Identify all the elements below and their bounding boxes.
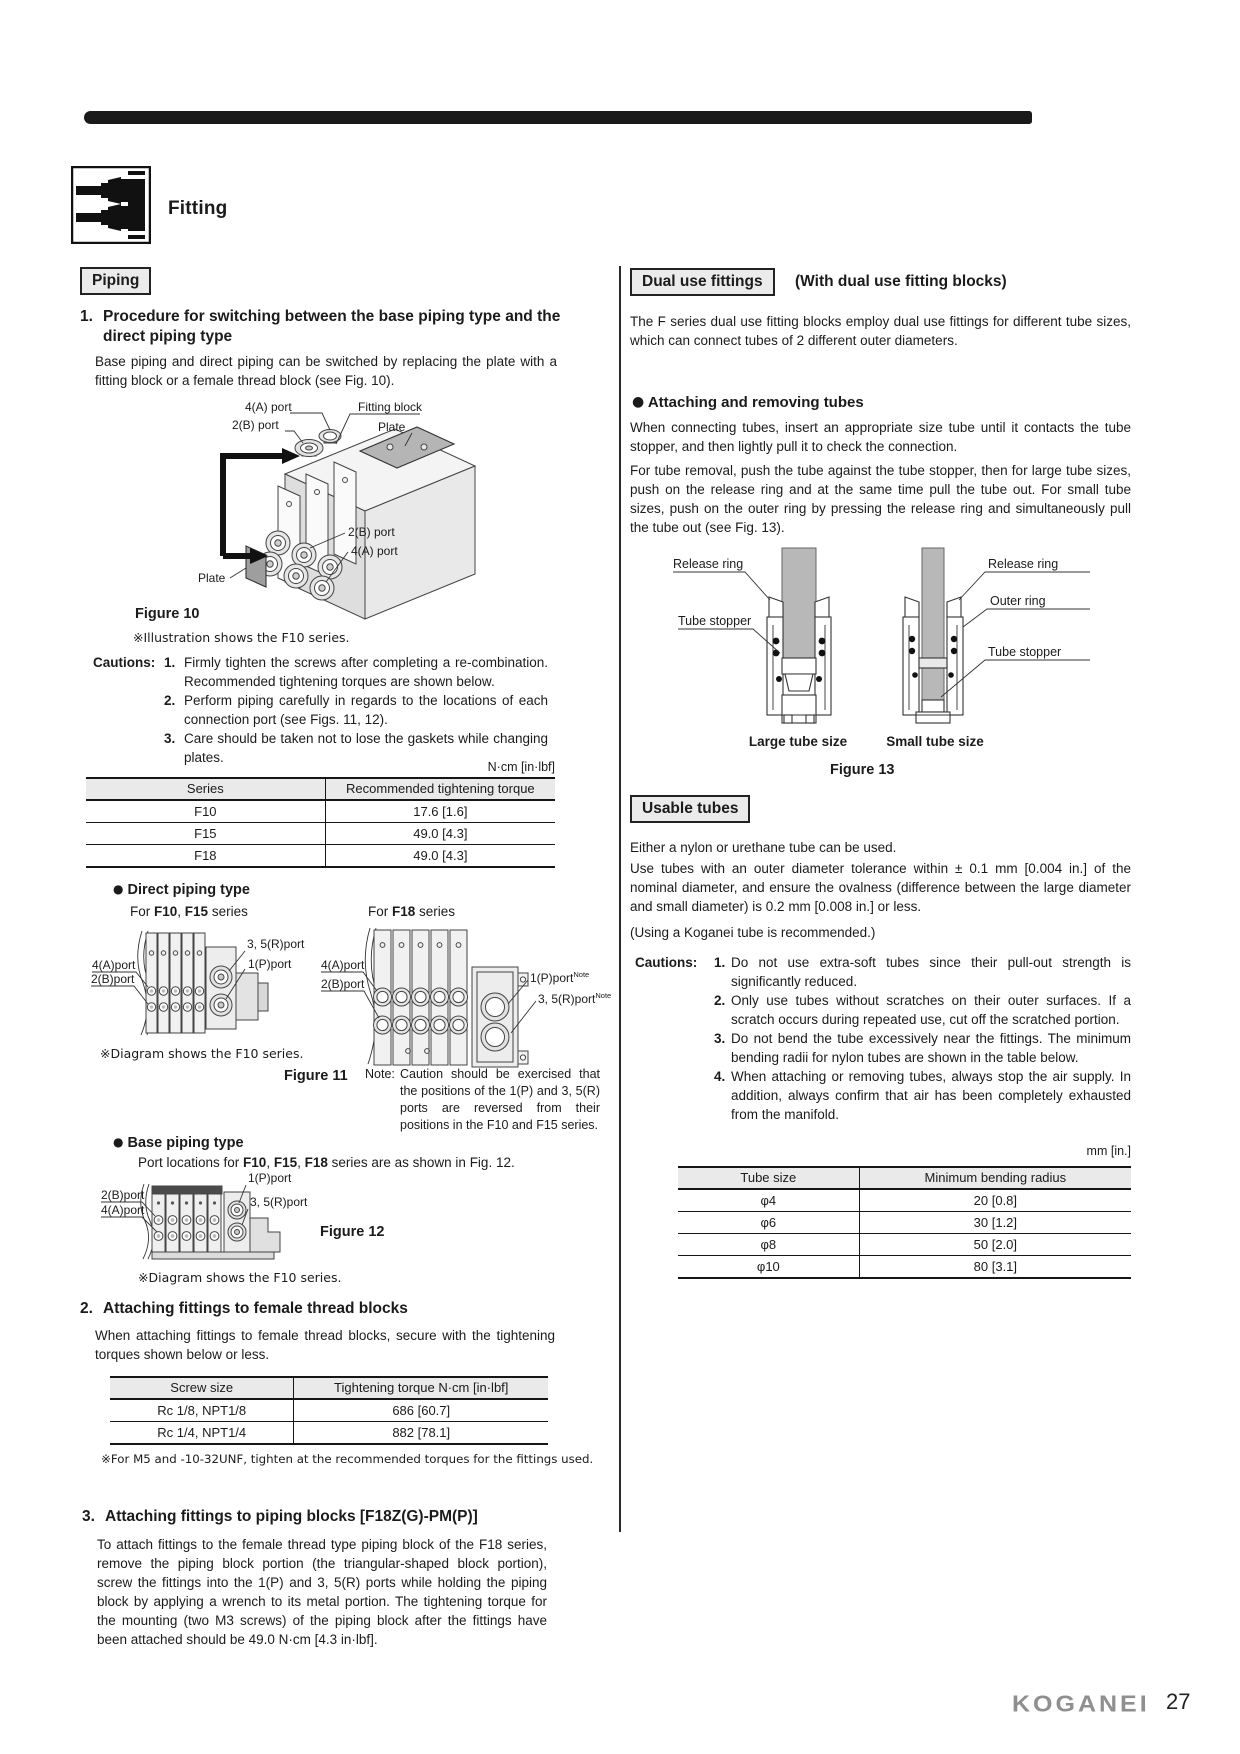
- fig11-right-a-port: 4(A)port: [321, 958, 365, 972]
- cautions-tubes: [635, 953, 1131, 1124]
- svg-text:3, 5(R)portNote: [538, 991, 611, 1006]
- figure-12-diagram-note: ※Diagram shows the F10 series.: [138, 1270, 342, 1285]
- direct-piping-heading: ● Direct piping type: [113, 882, 250, 898]
- attaching-p2: For tube removal, push the tube against the tube stopper, then for large tube sizes, push on the release ring and at the same time pull the tube out. For small tube sizes, push on the outer ring by pressing the release ring and simultaneously pull the tube out (see Fig. 13).: [630, 463, 1131, 535]
- fitting-icon: [71, 166, 151, 244]
- page-number: 27: [1166, 1689, 1191, 1714]
- for-f18-series: For F18 series: [368, 904, 456, 919]
- bullet-icon: ●: [113, 882, 124, 896]
- figure-13: [635, 545, 1131, 755]
- bullet-icon: ●: [113, 1135, 124, 1149]
- section-1-body: Base piping and direct piping can be switched by replacing the plate with a fitting block or a female thread block (see Fig. 10).: [95, 354, 557, 388]
- bullet-icon: ●: [632, 394, 645, 410]
- table-row: φ10 80 [3.1]: [678, 1256, 1131, 1279]
- fig13-caption-small: Small tube size: [886, 734, 984, 749]
- fig11-right-b-port: 2(B)port: [321, 977, 365, 991]
- caution-item: 3. Do not bend the tube excessively near the fittings. The minimum bending radii for nylon tubes are shown in the table below.: [714, 1031, 1131, 1065]
- section-2-number: 2.: [80, 1300, 93, 1317]
- column-divider: [619, 266, 621, 1532]
- fig13-caption-large: Large tube size: [748, 734, 848, 749]
- section-1-heading: [80, 307, 579, 347]
- screw-col-size: Screw size: [110, 1377, 294, 1399]
- usable-p1: Either a nylon or urethane tube can be used.: [630, 840, 897, 855]
- top-rule: [84, 111, 1032, 124]
- figure-12-caption: Figure 12: [320, 1224, 385, 1240]
- fig10-label-2b-bottom: 2(B) port: [348, 525, 395, 539]
- fig13-left-release-ring-label: Release ring: [673, 557, 744, 571]
- bend-col-radius: Minimum bending radius: [859, 1167, 1131, 1189]
- fig10-label-4a-top: 4(A) port: [245, 400, 292, 414]
- fig13-left-tube-stopper-label: Tube stopper: [678, 614, 752, 628]
- caution-item: 1. Firmly tighten the screws after completing a re-combination. Recommended tightening torques are shown below.: [164, 655, 548, 689]
- figure-11-note: Note: Caution should be exercised that the positions of the 1(P) and 3, 5(R) ports are reversed from their positions in the F10 and F15 series.: [365, 1067, 600, 1132]
- table-row: φ8 50 [2.0]: [678, 1234, 1131, 1256]
- screw-table-note: ※For M5 and -10-32UNF, tighten at the recommended torques for the fittings used.: [101, 1452, 594, 1466]
- torque-col-torque: Recommended tightening torque: [325, 778, 555, 800]
- torque-col-series: Series: [86, 778, 325, 800]
- caution-item: 2. Only use tubes without scratches on their outer surfaces. If a scratch occurs during repeated use, cut off the scratched portion.: [714, 993, 1131, 1027]
- fig12-label-b-port: 2(B)port: [101, 1188, 145, 1202]
- fig10-label-plate-top: Plate: [378, 420, 406, 434]
- fig13-right-outer-ring-label: Outer ring: [990, 594, 1046, 608]
- bend-table: [678, 1166, 1131, 1279]
- table-row: φ4 20 [0.8]: [678, 1189, 1131, 1212]
- usable-p3: (Using a Koganei tube is recommended.): [630, 925, 876, 940]
- page-title: Fitting: [168, 198, 228, 219]
- figure-13-caption: Figure 13: [830, 762, 895, 778]
- fig10-label-fitting-block: Fitting block: [358, 400, 423, 414]
- dual-use-body: The F series dual use fitting blocks employ dual use fittings for different tube sizes, which can connect tubes of 2 different outer diameters.: [630, 314, 1131, 348]
- base-piping-line: Port locations for F10, F15, F18 series are as shown in Fig. 12.: [138, 1155, 515, 1170]
- table-row: Rc 1/4, NPT1/4 882 [78.1]: [110, 1422, 548, 1445]
- section-2-title: Attaching fittings to female thread blocks: [103, 1300, 408, 1317]
- table-row: F10 17.6 [1.6]: [86, 800, 555, 823]
- fig12-label-a-port: 4(A)port: [101, 1203, 145, 1217]
- table-row: F18 49.0 [4.3]: [86, 845, 555, 868]
- section-3-number: 3.: [82, 1508, 95, 1525]
- figure-10-caption: Figure 10: [135, 606, 200, 622]
- table-row: Rc 1/8, NPT1/8 686 [60.7]: [110, 1399, 548, 1422]
- piping-section-label: Piping: [80, 267, 151, 295]
- fig11-right-p-port: 1(P)port: [530, 971, 574, 985]
- fig11-left-p-port: 1(P)port: [248, 957, 292, 971]
- cautions-label: Cautions:: [93, 655, 156, 670]
- section-3-body: To attach fittings to the female thread type piping block of the F18 series, remove the piping block portion (the triangular-shaped block portion), screw the fittings into the 1(P) and 3, 5(R) ports while holding the piping block by applying a wrench to its metal portion. The tightening torque for the mounting (two M3 screws) of the piping block after the fittings have been attached should be 49.0 N·cm [4.3 in·lbf].: [97, 1537, 547, 1647]
- figure-12: [78, 1172, 398, 1267]
- fig10-label-plate-bottom: Plate: [198, 571, 226, 585]
- figure-11-caption: Figure 11: [284, 1068, 348, 1084]
- fig10-label-2b-top: 2(B) port: [232, 418, 279, 432]
- usable-tubes-label: Usable tubes: [630, 795, 750, 823]
- dual-use-fittings-subtitle: (With dual use fitting blocks): [795, 273, 1007, 290]
- fig11-left-r-port: 3, 5(R)port: [247, 937, 305, 951]
- bend-col-size: Tube size: [678, 1167, 859, 1189]
- bend-table-unit: mm [in.]: [1086, 1144, 1131, 1158]
- torque-table-unit: N·cm [in·lbf]: [487, 760, 555, 774]
- section-1-number: 1.: [80, 308, 93, 325]
- caution-item: 4. When attaching or removing tubes, always stop the air supply. In addition, always confirm that air has been completely exhausted from the manifold.: [714, 1069, 1131, 1122]
- dual-use-fittings-label: Dual use fittings: [630, 268, 775, 296]
- section-2-body: When attaching fittings to female thread blocks, secure with the tightening torques shown below or less.: [95, 1328, 555, 1362]
- section-2-heading: [80, 1299, 579, 1319]
- caution-item: 1. Do not use extra-soft tubes since their pull-out strength is significantly reduced.: [714, 955, 1131, 989]
- fig10-label-4a-bottom: 4(A) port: [351, 544, 398, 558]
- section-3-heading: [82, 1507, 583, 1527]
- fig13-right-release-ring-label: Release ring: [988, 557, 1059, 571]
- section-3-title: Attaching fittings to piping blocks [F18Z(G)-PM(P)]: [105, 1508, 478, 1525]
- fig12-label-p-port: 1(P)port: [248, 1171, 292, 1185]
- koganei-logo: KOGANEI: [1012, 1691, 1150, 1717]
- screw-table: [110, 1376, 548, 1445]
- table-row: F15 49.0 [4.3]: [86, 823, 555, 845]
- fig11-left-a-port: 4(A)port: [92, 958, 136, 972]
- cautions-label: Cautions:: [635, 955, 698, 970]
- figure-10: [190, 396, 530, 636]
- fig11-left-b-port: 2(B)port: [91, 972, 135, 986]
- figure-10-note: ※Illustration shows the F10 series.: [133, 630, 350, 645]
- cautions-piping: [93, 653, 548, 767]
- for-f10-f15-series: For F10, F15 series: [130, 904, 248, 919]
- attaching-p1: When connecting tubes, insert an appropriate size tube until it contacts the tube stopper, and then lightly pull it to check the connection.: [630, 420, 1131, 454]
- fig11-right-p-note-sup: Note: [573, 970, 590, 979]
- attaching-removing-heading: ● Attaching and removing tubes: [632, 394, 864, 411]
- fig11-right-r-note-sup: Note: [595, 991, 612, 1000]
- figure-11-diagram-note: ※Diagram shows the F10 series.: [100, 1046, 304, 1061]
- base-piping-heading: ● Base piping type: [113, 1135, 244, 1151]
- caution-item: 3. Care should be taken not to lose the gaskets while changing plates.: [164, 731, 548, 765]
- fig11-right-r-port: 3, 5(R)port: [538, 992, 596, 1006]
- caution-item: 2. Perform piping carefully in regards to the locations of each connection port (see Figs. 11, 12).: [164, 693, 548, 727]
- usable-p2: Use tubes with an outer diameter tolerance within ± 0.1 mm [0.004 in.] of the nominal diameter, and ensure the ovalness (difference between the large diameter and small diameter) is 0.2 mm [0.008 in.] or less.: [630, 861, 1131, 914]
- svg-text:1(P)portNote: [530, 970, 589, 985]
- fig13-right-tube-stopper-label: Tube stopper: [988, 645, 1062, 659]
- section-1-title: Procedure for switching between the base piping type and the direct piping type: [103, 308, 561, 346]
- torque-table: [86, 777, 555, 868]
- fig12-label-r-port: 3, 5(R)port: [250, 1195, 308, 1209]
- table-row: φ6 30 [1.2]: [678, 1212, 1131, 1234]
- screw-col-torque: Tightening torque N·cm [in·lbf]: [294, 1377, 548, 1399]
